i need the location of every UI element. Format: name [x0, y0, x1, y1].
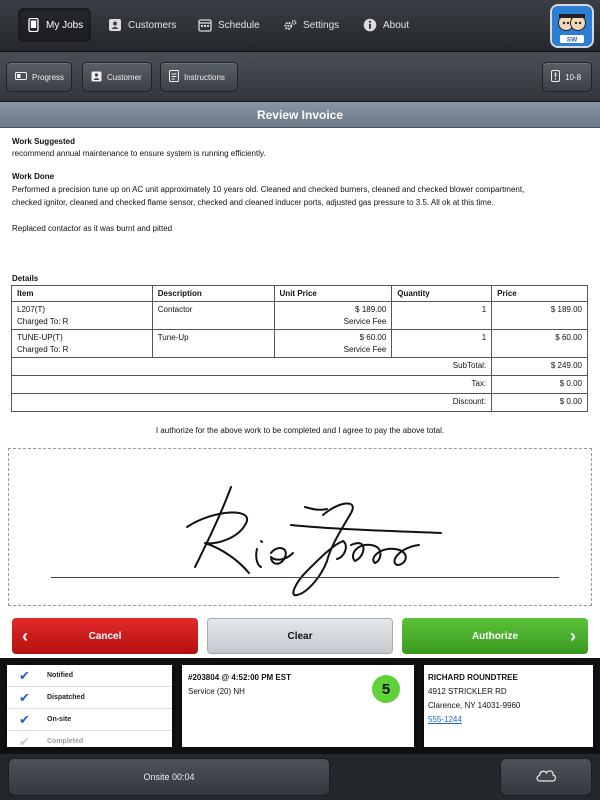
job-count-badge: 5	[372, 675, 400, 703]
column-header: Unit Price	[274, 286, 392, 302]
status-label: On-site	[47, 716, 72, 723]
signature-drawing	[9, 449, 593, 607]
customer-info-panel	[421, 662, 596, 750]
work-done-title: Work Done	[12, 172, 55, 181]
status-panels	[0, 658, 600, 754]
price-cell: $ 189.00	[492, 302, 588, 330]
price-cell: $ 60.00	[492, 330, 588, 358]
status-row-completed[interactable]	[7, 731, 172, 750]
subtotal-row	[12, 358, 588, 376]
chevron-left-icon: ‹	[22, 626, 28, 646]
item-cell	[12, 330, 153, 358]
contact-card-icon	[91, 71, 102, 84]
checkmark-icon: ✔	[19, 734, 30, 749]
status-label: Notified	[47, 672, 74, 679]
status-row-notified[interactable]	[7, 665, 172, 687]
document-icon	[169, 70, 179, 84]
description-cell: Tune-Up	[152, 330, 274, 358]
unit-note: Service Fee	[343, 345, 387, 354]
nav-label: Customers	[128, 19, 177, 31]
checkmark-icon: ✔	[19, 668, 30, 683]
tax-label: Tax:	[12, 376, 492, 394]
onsite-timer-button[interactable]	[8, 758, 330, 796]
job-service: Service (20) NH	[188, 687, 245, 696]
info-icon	[363, 18, 377, 32]
invoice-content	[0, 128, 600, 440]
signature-pad[interactable]	[8, 448, 592, 606]
discount-label: Discount:	[12, 394, 492, 412]
customer-address: 4912 STRICKLER RD	[428, 687, 507, 696]
unit-price: $ 60.00	[359, 333, 387, 342]
item-code: L207(T)	[17, 305, 46, 314]
status-code-button[interactable]	[542, 62, 592, 92]
cancel-button[interactable]	[12, 618, 198, 654]
charged-to: Charged To: R	[17, 345, 69, 354]
cloud-icon	[535, 768, 557, 787]
authorization-note: I authorize for the above work to be completed and I agree to pay the above total.	[155, 426, 445, 435]
table-row	[12, 330, 588, 358]
clear-button[interactable]	[207, 618, 393, 654]
discount-row	[12, 394, 588, 412]
customer-city: Clarence, NY 14031-9960	[428, 701, 521, 710]
progress-icon	[15, 72, 27, 82]
nav-customers[interactable]	[100, 8, 184, 42]
quantity-cell: 1	[392, 302, 492, 330]
nav-schedule[interactable]	[190, 8, 268, 42]
details-table	[11, 285, 588, 412]
chevron-right-icon: ›	[570, 626, 576, 646]
nav-label: About	[383, 19, 410, 31]
page-title: Review Invoice	[0, 102, 600, 128]
clear-label: Clear	[287, 630, 313, 642]
work-done-line-2: checked ignitor, cleaned and checked flame sensor, checked and cleaned inducer ports, adjusted gas pressure to 3.5. All ok at this time.	[12, 198, 494, 207]
tax-row	[12, 376, 588, 394]
work-done-line-1: Performed a precision tune up on AC unit approximately 10 years old. Cleaned and checked burners, cleaned and checked blower compartment,	[12, 185, 525, 194]
column-header: Price	[492, 286, 588, 302]
onsite-timer-label: Onsite 00:04	[143, 772, 195, 782]
contact-card-icon	[108, 18, 122, 32]
column-header: Description	[152, 286, 274, 302]
job-summary-panel[interactable]	[179, 662, 417, 750]
nav-my-jobs[interactable]	[18, 8, 91, 42]
nav-label: Settings	[303, 19, 340, 31]
progress-button[interactable]	[6, 62, 72, 92]
work-suggested-text: recommend annual maintenance to ensure system is running efficiently.	[12, 149, 266, 158]
checkmark-icon: ✔	[19, 712, 30, 727]
nav-about[interactable]	[355, 8, 417, 42]
authorize-label: Authorize	[471, 630, 519, 642]
job-number: #203804 @ 4:52:00 PM EST	[188, 673, 291, 682]
status-label: Dispatched	[47, 694, 85, 701]
unit-price-cell	[274, 302, 392, 330]
description-cell: Contactor	[152, 302, 274, 330]
unit-price: $ 189.00	[355, 305, 387, 314]
work-suggested-title: Work Suggested	[12, 137, 75, 146]
charged-to: Charged To: R	[17, 317, 69, 326]
details-title: Details	[12, 274, 39, 283]
app-logo	[550, 4, 594, 48]
top-nav-bar	[0, 0, 600, 52]
column-header: Item	[12, 286, 153, 302]
unit-note: Service Fee	[343, 317, 387, 326]
unit-price-cell	[274, 330, 392, 358]
nav-label: My Jobs	[46, 19, 84, 31]
status-label: Completed	[47, 738, 84, 745]
customer-phone-link[interactable]: 555-1244	[428, 715, 462, 724]
column-header: Quantity	[392, 286, 492, 302]
cancel-label: Cancel	[88, 630, 122, 642]
calendar-icon	[198, 18, 212, 32]
authorize-button[interactable]	[402, 618, 588, 654]
phone-icon	[26, 18, 40, 32]
logo-text: SW	[566, 36, 578, 44]
table-row	[12, 302, 588, 330]
nav-label: Schedule	[218, 19, 260, 31]
signature-area	[0, 440, 600, 612]
work-done-line-3: Replaced contactor as it was burnt and pitted	[12, 224, 173, 233]
status-row-dispatched[interactable]	[7, 687, 172, 709]
customer-button[interactable]	[82, 62, 152, 92]
job-status-checklist[interactable]	[4, 662, 175, 750]
action-bar	[0, 612, 600, 658]
customer-label: Customer	[107, 72, 142, 82]
signature-line	[51, 577, 559, 578]
subtotal-value: $ 249.00	[492, 358, 588, 376]
customer-name: RICHARD ROUNDTREE	[428, 673, 518, 682]
instructions-label: Instructions	[184, 72, 225, 82]
tax-value: $ 0.00	[492, 376, 588, 394]
progress-label: Progress	[32, 72, 65, 82]
gear-icon	[283, 18, 297, 32]
status-code-label: 10-8	[565, 72, 582, 82]
item-cell	[12, 302, 153, 330]
quantity-cell: 1	[392, 330, 492, 358]
alert-icon	[551, 70, 560, 84]
status-row-onsite[interactable]	[7, 709, 172, 731]
bottom-bar	[0, 754, 600, 800]
table-header-row	[12, 286, 588, 302]
instructions-button[interactable]	[160, 62, 238, 92]
item-code: TUNE-UP(T)	[17, 333, 63, 342]
job-toolbar	[0, 52, 600, 102]
checkmark-icon: ✔	[19, 690, 30, 705]
discount-value: $ 0.00	[492, 394, 588, 412]
subtotal-label: SubTotal:	[12, 358, 492, 376]
sync-button[interactable]	[500, 758, 592, 796]
nav-settings[interactable]	[275, 8, 347, 42]
